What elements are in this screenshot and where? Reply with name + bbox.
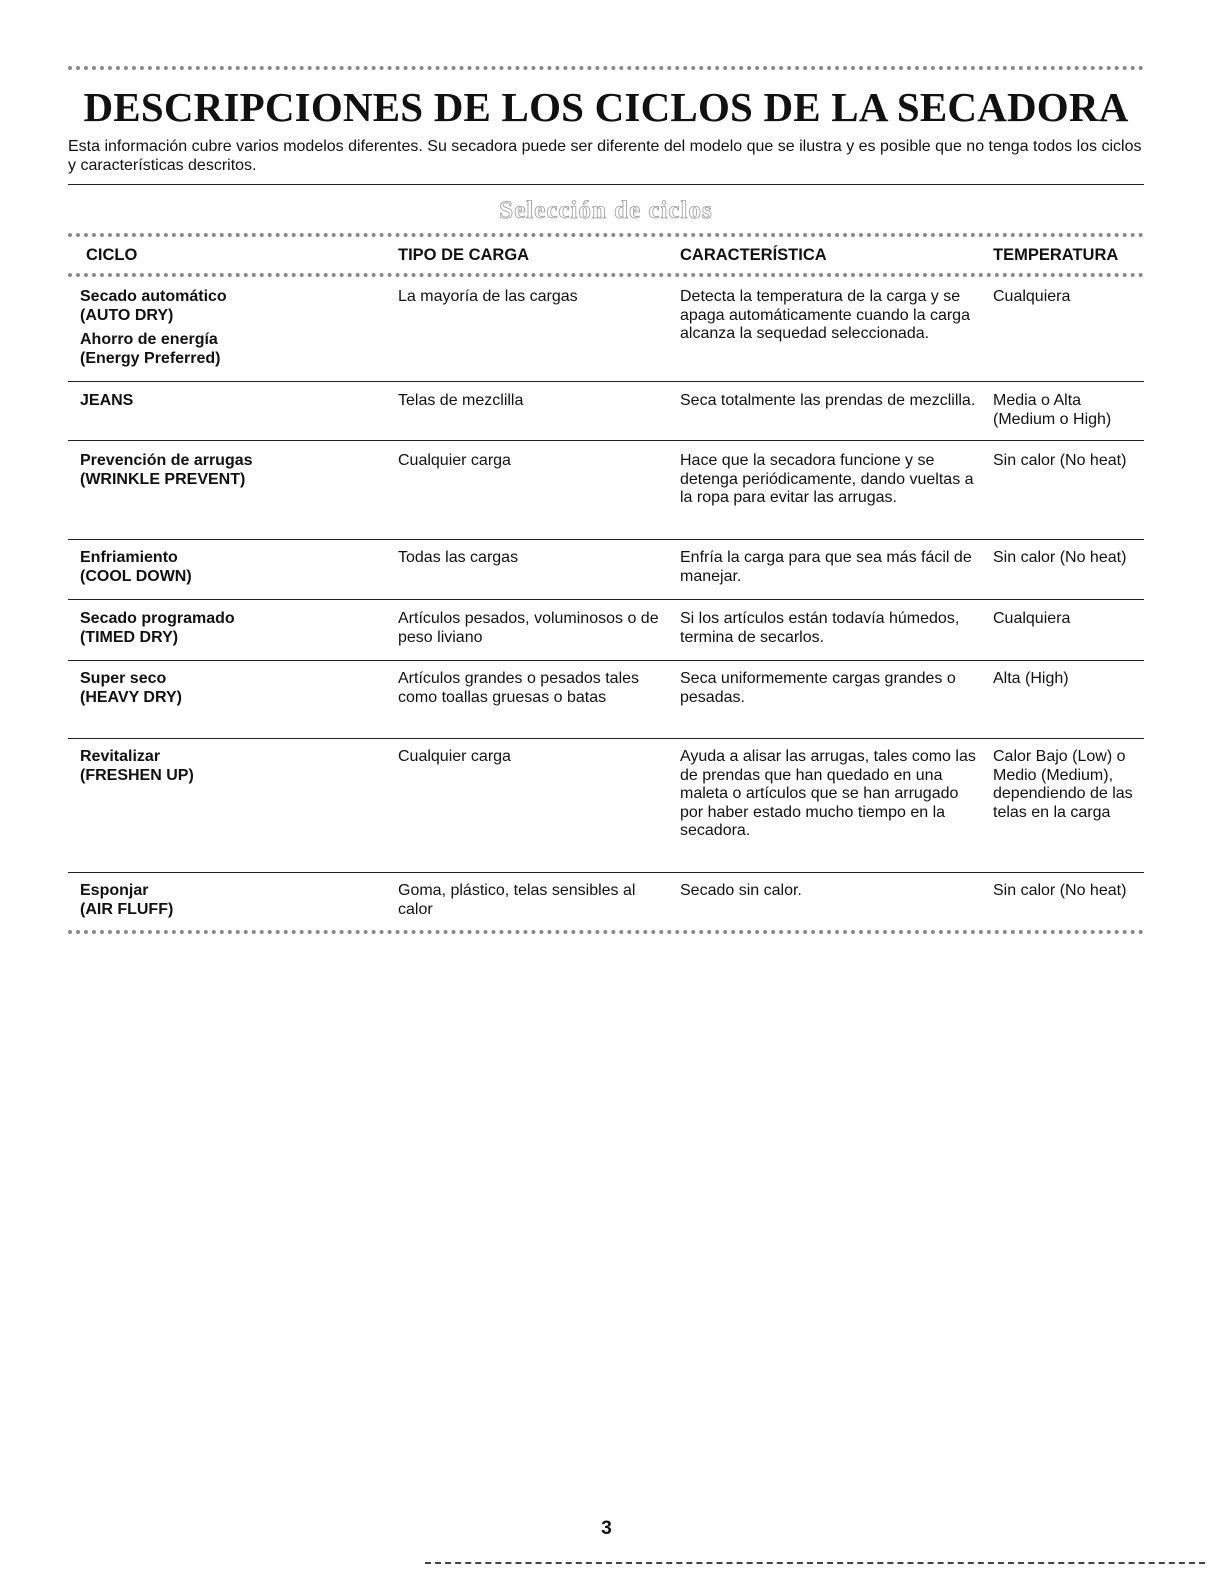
load-type-cell: Artículos pesados, voluminosos o de peso liviano <box>398 610 659 646</box>
cycle-name-english: (AIR FLUFF) <box>80 900 174 918</box>
cycle-name-english: (TIMED DRY) <box>80 628 179 646</box>
cycle-name-english: (COOL DOWN) <box>80 567 192 585</box>
row-divider <box>68 872 1144 873</box>
cycle-name-english: (HEAVY DRY) <box>80 688 182 706</box>
temperature-cell: Cualquiera <box>993 288 1071 305</box>
load-type-cell: Todas las cargas <box>398 549 519 566</box>
temperature-cell: Sin calor (No heat) <box>993 882 1127 899</box>
load-type-cell: Goma, plástico, telas sensibles al calor <box>398 882 636 918</box>
table-bottom-dotted-rule <box>68 930 1144 934</box>
feature-cell: Seca uniformemente cargas grandes o pesadas. <box>680 670 956 706</box>
cycle-cell <box>80 288 380 368</box>
cycle-cell <box>80 392 380 411</box>
feature-cell: Si los artículos están todavía húmedos, termina de secarlos. <box>680 610 960 646</box>
load-type-cell: La mayoría de las cargas <box>398 288 578 305</box>
cycle-alt-name-english: (Energy Preferred) <box>80 349 221 367</box>
feature-cell: Ayuda a alisar las arrugas, tales como las de prendas que han quedado en una maleta o artículos que se han arrugado por haber estado mucho tiempo en la secadora. <box>680 748 976 839</box>
load-type-cell: Artículos grandes o pesados tales como toallas gruesas o batas <box>398 670 640 706</box>
print-marks <box>425 1562 1205 1564</box>
top-dotted-rule <box>68 66 1144 70</box>
cycle-name-english: (FRESHEN UP) <box>80 766 194 784</box>
row-divider <box>68 539 1144 540</box>
section-title: Selección de ciclos <box>499 197 713 224</box>
intro-divider <box>68 184 1144 185</box>
cycle-name-english: (WRINKLE PREVENT) <box>80 470 246 488</box>
cycle-name: Secado automático <box>80 288 227 305</box>
column-header-feature: CARACTERÍSTICA <box>680 246 827 264</box>
feature-cell: Enfría la carga para que sea más fácil de manejar. <box>680 549 972 585</box>
load-type-cell: Cualquier carga <box>398 452 511 469</box>
row-divider <box>68 660 1144 661</box>
row-divider <box>68 599 1144 600</box>
cycle-name: Esponjar <box>80 882 149 899</box>
row-divider <box>68 738 1144 739</box>
page-title: DESCRIPCIONES DE LOS CICLOS DE LA SECADORA <box>83 84 1129 130</box>
temperature-cell: Alta (High) <box>993 670 1069 687</box>
column-header-load-type: TIPO DE CARGA <box>398 246 530 264</box>
row-divider <box>68 381 1144 382</box>
feature-cell: Seca totalmente las prendas de mezclilla. <box>680 392 976 409</box>
load-type-cell: Cualquier carga <box>398 748 511 765</box>
cycle-alt-name: Ahorro de energía <box>80 331 218 348</box>
intro-text: Esta información cubre varios modelos diferentes. Su secadora puede ser diferente del modelo que se ilustra y es posible que no tenga todos los ciclos y características descritos. <box>68 138 1142 174</box>
page-number: 3 <box>601 1518 612 1539</box>
cycle-name: Revitalizar <box>80 748 161 765</box>
cycle-name: Enfriamiento <box>80 549 178 566</box>
temperature-cell: Cualquiera <box>993 610 1071 627</box>
column-header-cycle: CICLO <box>86 246 138 264</box>
cycle-cell <box>80 610 380 647</box>
cycle-cell <box>80 549 380 586</box>
cycle-cell <box>80 748 380 785</box>
feature-cell: Secado sin calor. <box>680 882 802 899</box>
load-type-cell: Telas de mezclilla <box>398 392 524 409</box>
header-top-dotted-rule <box>68 233 1144 237</box>
cycle-name-english: (AUTO DRY) <box>80 306 174 324</box>
feature-cell: Hace que la secadora funcione y se detenga periódicamente, dando vueltas a la ropa para evitar las arrugas. <box>680 452 974 506</box>
temperature-cell: Sin calor (No heat) <box>993 452 1127 469</box>
row-divider <box>68 440 1144 441</box>
temperature-cell: Sin calor (No heat) <box>993 549 1127 566</box>
cycle-name: Super seco <box>80 670 167 687</box>
header-bottom-dotted-rule <box>68 273 1144 277</box>
cycle-name: Prevención de arrugas <box>80 452 253 469</box>
cycle-cell <box>80 670 380 707</box>
column-header-temperature: TEMPERATURA <box>993 246 1119 264</box>
feature-cell: Detecta la temperatura de la carga y se apaga automáticamente cuando la carga alcanza la sequedad seleccionada. <box>680 288 970 342</box>
cycle-name: Secado programado <box>80 610 235 627</box>
temperature-cell: Media o Alta (Medium o High) <box>993 392 1112 428</box>
cycle-cell <box>80 882 380 919</box>
temperature-cell: Calor Bajo (Low) o Medio (Medium), dependiendo de las telas en la carga <box>993 748 1133 821</box>
cycle-name: JEANS <box>80 392 134 409</box>
cycle-cell <box>80 452 380 489</box>
